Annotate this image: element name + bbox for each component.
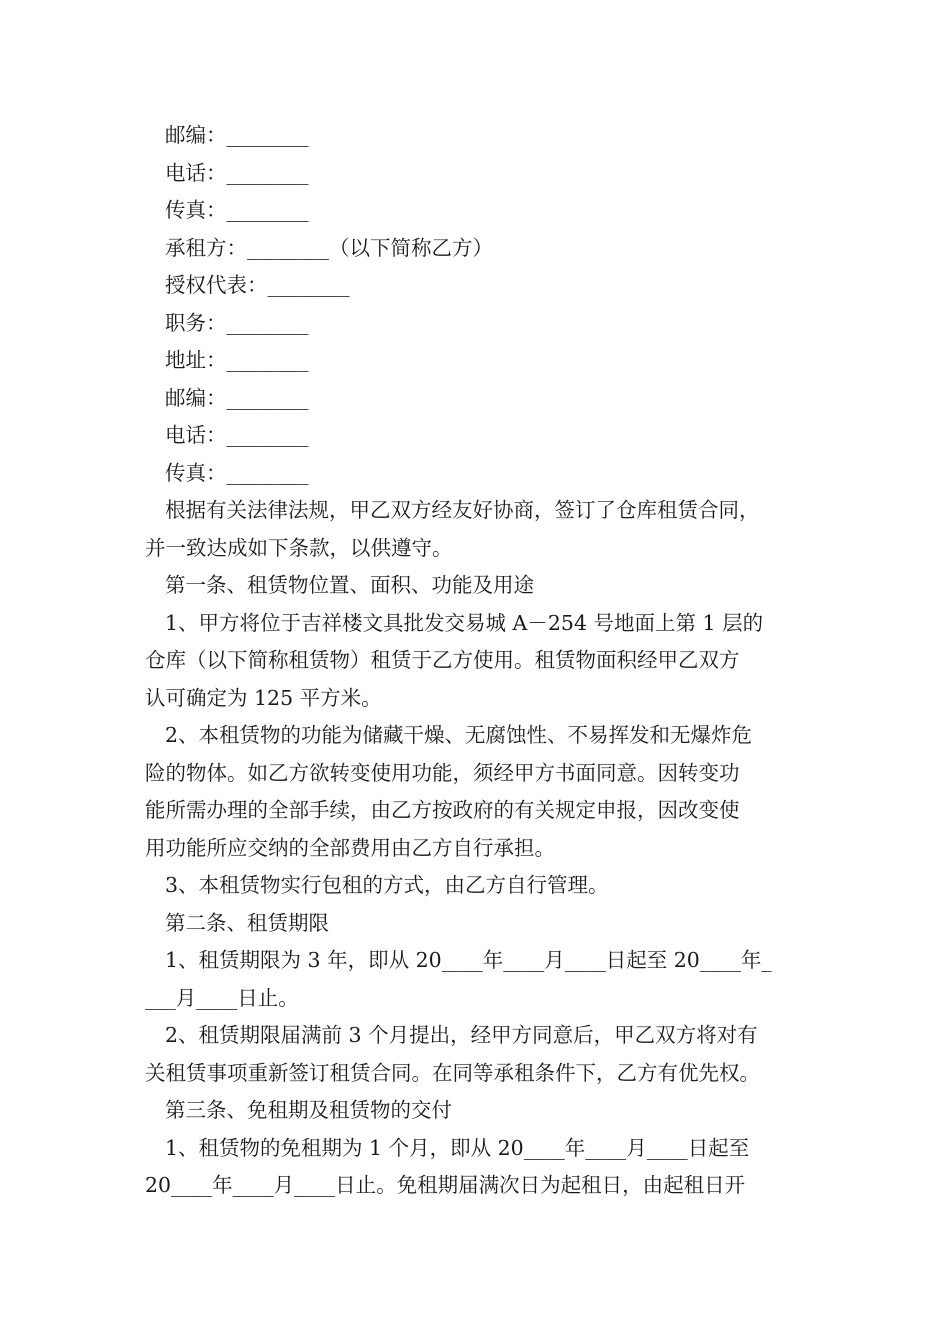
contract-body: [145, 117, 810, 1205]
article-2-heading: 第二条、租赁期限: [165, 910, 329, 935]
article-1-item-1-line-1: 1、甲方将位于吉祥楼文具批发交易城 A－254 号地面上第 1 层的: [165, 610, 764, 635]
position-field: 职务：________: [165, 310, 309, 335]
article-1-item-2-line-2: 险的物体。如乙方欲转变使用功能，须经甲方书面同意。因转变功: [145, 760, 740, 785]
authorized-rep-field: 授权代表：________: [165, 273, 350, 297]
article-1-heading: 第一条、租赁物位置、面积、功能及用途: [165, 573, 534, 597]
fax-field: 传真：________: [165, 198, 309, 222]
article-3-heading: 第三条、免租期及租赁物的交付: [165, 1098, 452, 1122]
article-1-item-1-line-2: 仓库（以下简称租赁物）租赁于乙方使用。租赁物面积经甲乙双方: [145, 648, 740, 672]
article-1-item-1-line-3: 认可确定为 125 平方米。: [145, 685, 382, 710]
phone-field-2: 电话：________: [165, 423, 309, 447]
article-3-item-1-line-1: 1、租赁物的免租期为 1 个月，即从 20____年____月____日起至: [165, 1135, 750, 1160]
postcode-field: 邮编：________: [165, 123, 309, 147]
article-1-item-2-line-3: 能所需办理的全部手续，由乙方按政府的有关规定申报，因改变使: [145, 798, 740, 822]
article-1-item-2-line-4: 用功能所应交纳的全部费用由乙方自行承担。: [145, 835, 555, 860]
lessee-field: 承租方：________（以下简称乙方）: [165, 235, 493, 260]
article-1-item-3: 3、本租赁物实行包租的方式，由乙方自行管理。: [165, 873, 609, 897]
postcode-field-2: 邮编：________: [165, 385, 309, 410]
address-field: 地址：________: [165, 348, 309, 372]
article-3-item-1-line-2: 20____年____月____日止。免租期届满次日为起租日，由起租日开: [145, 1173, 746, 1197]
phone-field: 电话：________: [165, 160, 309, 185]
preamble-line-1: 根据有关法律法规，甲乙双方经友好协商，签订了仓库租赁合同，: [165, 498, 760, 522]
fax-field-2: 传真：________: [165, 460, 309, 485]
preamble-line-2: 并一致达成如下条款，以供遵守。: [145, 535, 453, 560]
article-2-item-1-line-2: ___月____日止。: [145, 985, 299, 1010]
article-2-item-2-line-1: 2、租赁期限届满前 3 个月提出，经甲方同意后，甲乙双方将对有: [165, 1023, 758, 1047]
article-1-item-2-line-1: 2、本租赁物的功能为储藏干燥、无腐蚀性、不易挥发和无爆炸危: [165, 723, 753, 747]
article-2-item-2-line-2: 关租赁事项重新签订租赁合同。在同等承租条件下，乙方有优先权。: [145, 1060, 760, 1085]
article-2-item-1-line-1: 1、租赁期限为 3 年，即从 20____年____月____日起至 20____年_: [165, 948, 772, 972]
